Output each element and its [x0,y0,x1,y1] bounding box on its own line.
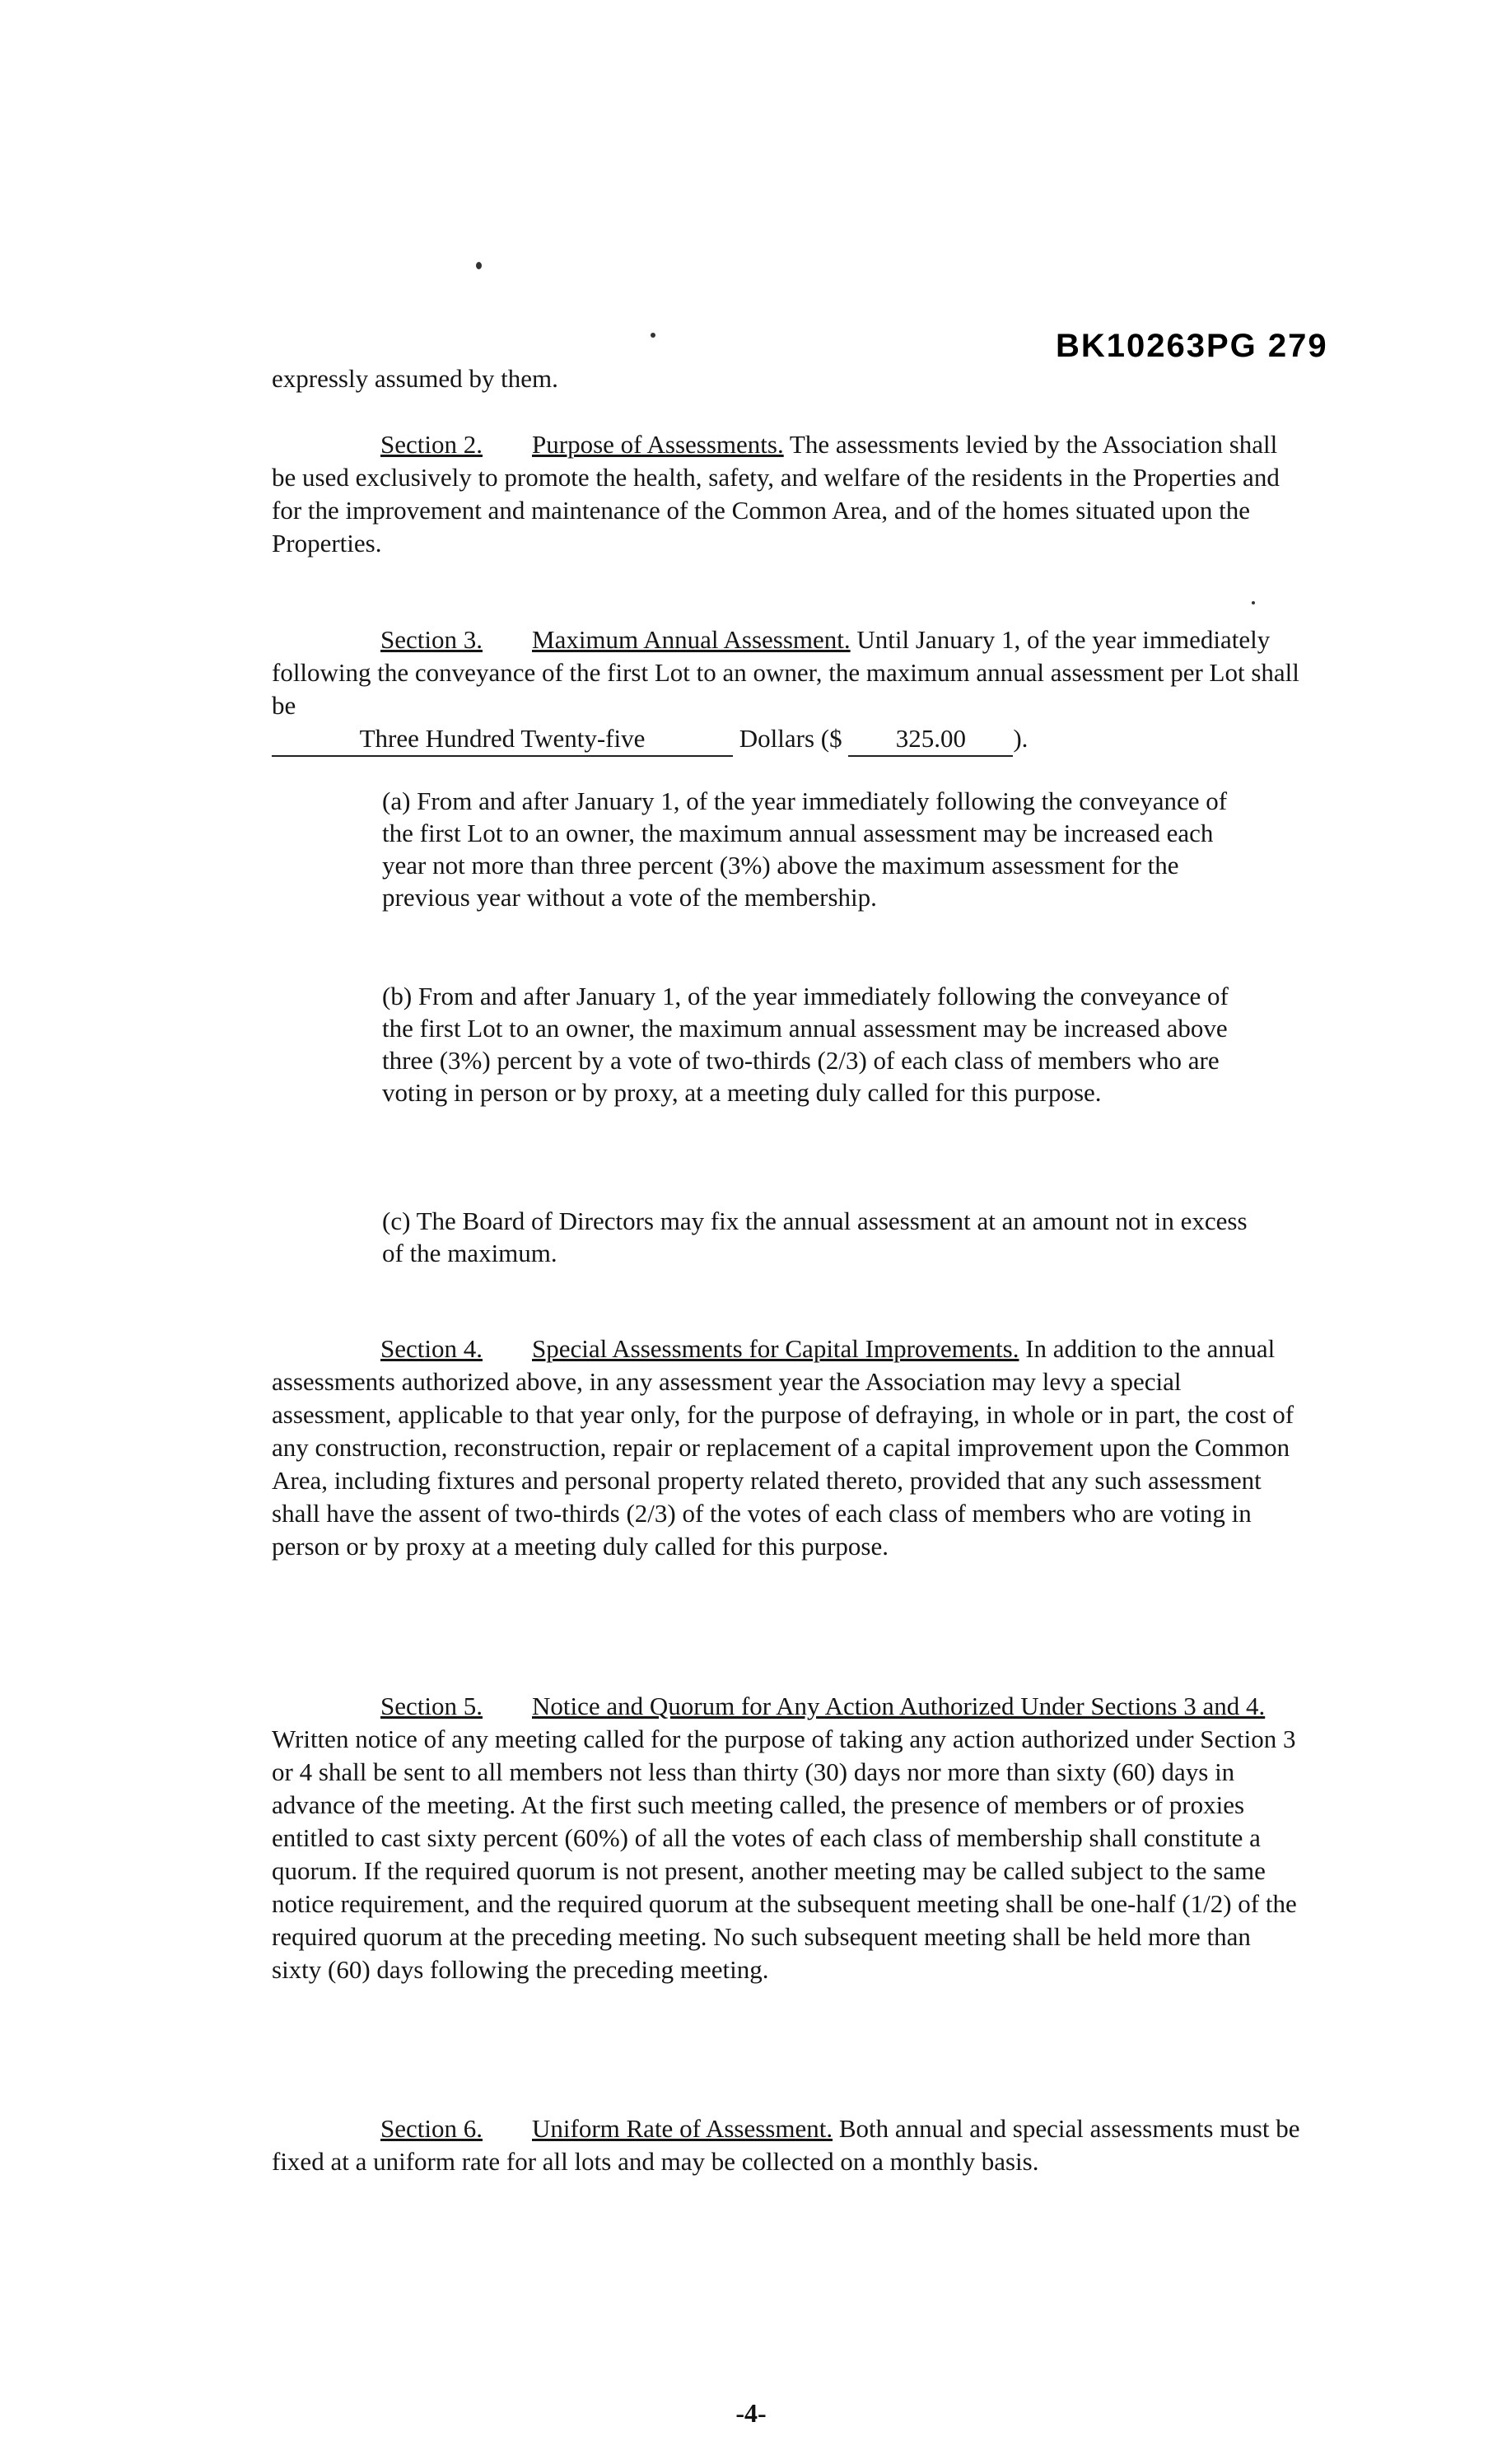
dollars-label: Dollars ($ [739,724,842,753]
amount-closing: ). [1013,724,1029,753]
scan-speck [651,333,655,338]
section-6 [272,2112,1301,2178]
section-5-label: Section 5. [380,1692,483,1720]
page-number: -4- [735,2398,767,2428]
section-6-label: Section 6. [380,2114,483,2143]
section-3-subsection-b: (b) From and after January 1, of the year immediately following the conveyance of the first Lot to an owner, the maximum annual assessment may be increased above three (3%) percent by a vote of two-thirds (2/3) of each class of members who are voting in person or by proxy, at a meeting duly called for this purpose. [382,982,1229,1107]
section-3-title: Maximum Annual Assessment. [532,625,851,654]
section-3-subsection-a: (a) From and after January 1, of the year immediately following the conveyance of the first Lot to an owner, the maximum annual assessment may be increased each year not more than three percent (3%) above the maximum assessment for the previous year without a vote of the membership. [382,786,1228,912]
scan-speck [476,262,482,269]
section-6-title: Uniform Rate of Assessment. [532,2114,833,2143]
section-4-body: In addition to the annual assessments authorized above, in any assessment year the Association may levy a special assessment, applicable to that year only, for the purpose of defraying, in whole or in part, the cost of any construction, reconstruction, repair or replacement of a capital improvement upon the Common Area, including fixtures and personal property related thereto, provided that any such assessment shall have the assent of two-thirds (2/3) of the votes of each class of members who are voting in person or by proxy at a meeting duly called for this purpose. [272,1334,1294,1561]
section-6-body: Both annual and special assessments must be fixed at a uniform rate for all lots and may be collected on a monthly basis. [272,2114,1300,2176]
section-3-subsection-c: (c) The Board of Directors may fix the annual assessment at an amount not in excess of the maximum. [382,1206,1248,1267]
section-2-body: The assessments levied by the Association shall be used exclusively to promote the health, safety, and welfare of the residents in the Properties and for the improvement and maintenance of the Common Area, and of the homes situated upon the Properties. [272,430,1280,558]
section-5-body: Written notice of any meeting called for the purpose of taking any action authorized under Section 3 or 4 shall be sent to all members not less than thirty (30) days nor more than sixty (60) days in advance of the meeting. At the first such meeting called, the presence of members or of proxies entitled to cast sixty percent (60%) of all the votes of each class of membership shall constitute a quorum. If the required quorum is not present, another meeting may be called subject to the same notice requirement, and the required quorum at the subsequent meeting shall be one-half (1/2) of the required quorum at the preceding meeting. No such subsequent meeting shall be held more than sixty (60) days following the preceding meeting. [272,1724,1297,1984]
section-3 [272,623,1301,722]
section-4-label: Section 4. [380,1334,483,1363]
section-2-label: Section 2. [380,430,483,459]
section-4 [272,1332,1301,1563]
section-2 [272,428,1301,560]
section-5 [272,1690,1301,1986]
section-3-body: Until January 1, of the year immediately following the conveyance of the first Lot to an owner, the maximum annual assessment per Lot shall be [272,625,1299,720]
amount-in-words: Three Hundred Twenty-five [272,722,733,757]
section-4-title: Special Assessments for Capital Improvements. [532,1334,1019,1363]
scan-speck [1252,601,1255,604]
section-5-title: Notice and Quorum for Any Action Authorized Under Sections 3 and 4. [532,1692,1266,1720]
section-3-label: Section 3. [380,625,483,654]
section-3-amount-line [272,722,1301,757]
amount-in-figures: 325.00 [848,722,1013,757]
continuation-text: expressly assumed by them. [272,364,558,393]
section-2-title: Purpose of Assessments. [532,430,784,459]
book-page-reference: BK10263PG 279 [1056,328,1328,364]
